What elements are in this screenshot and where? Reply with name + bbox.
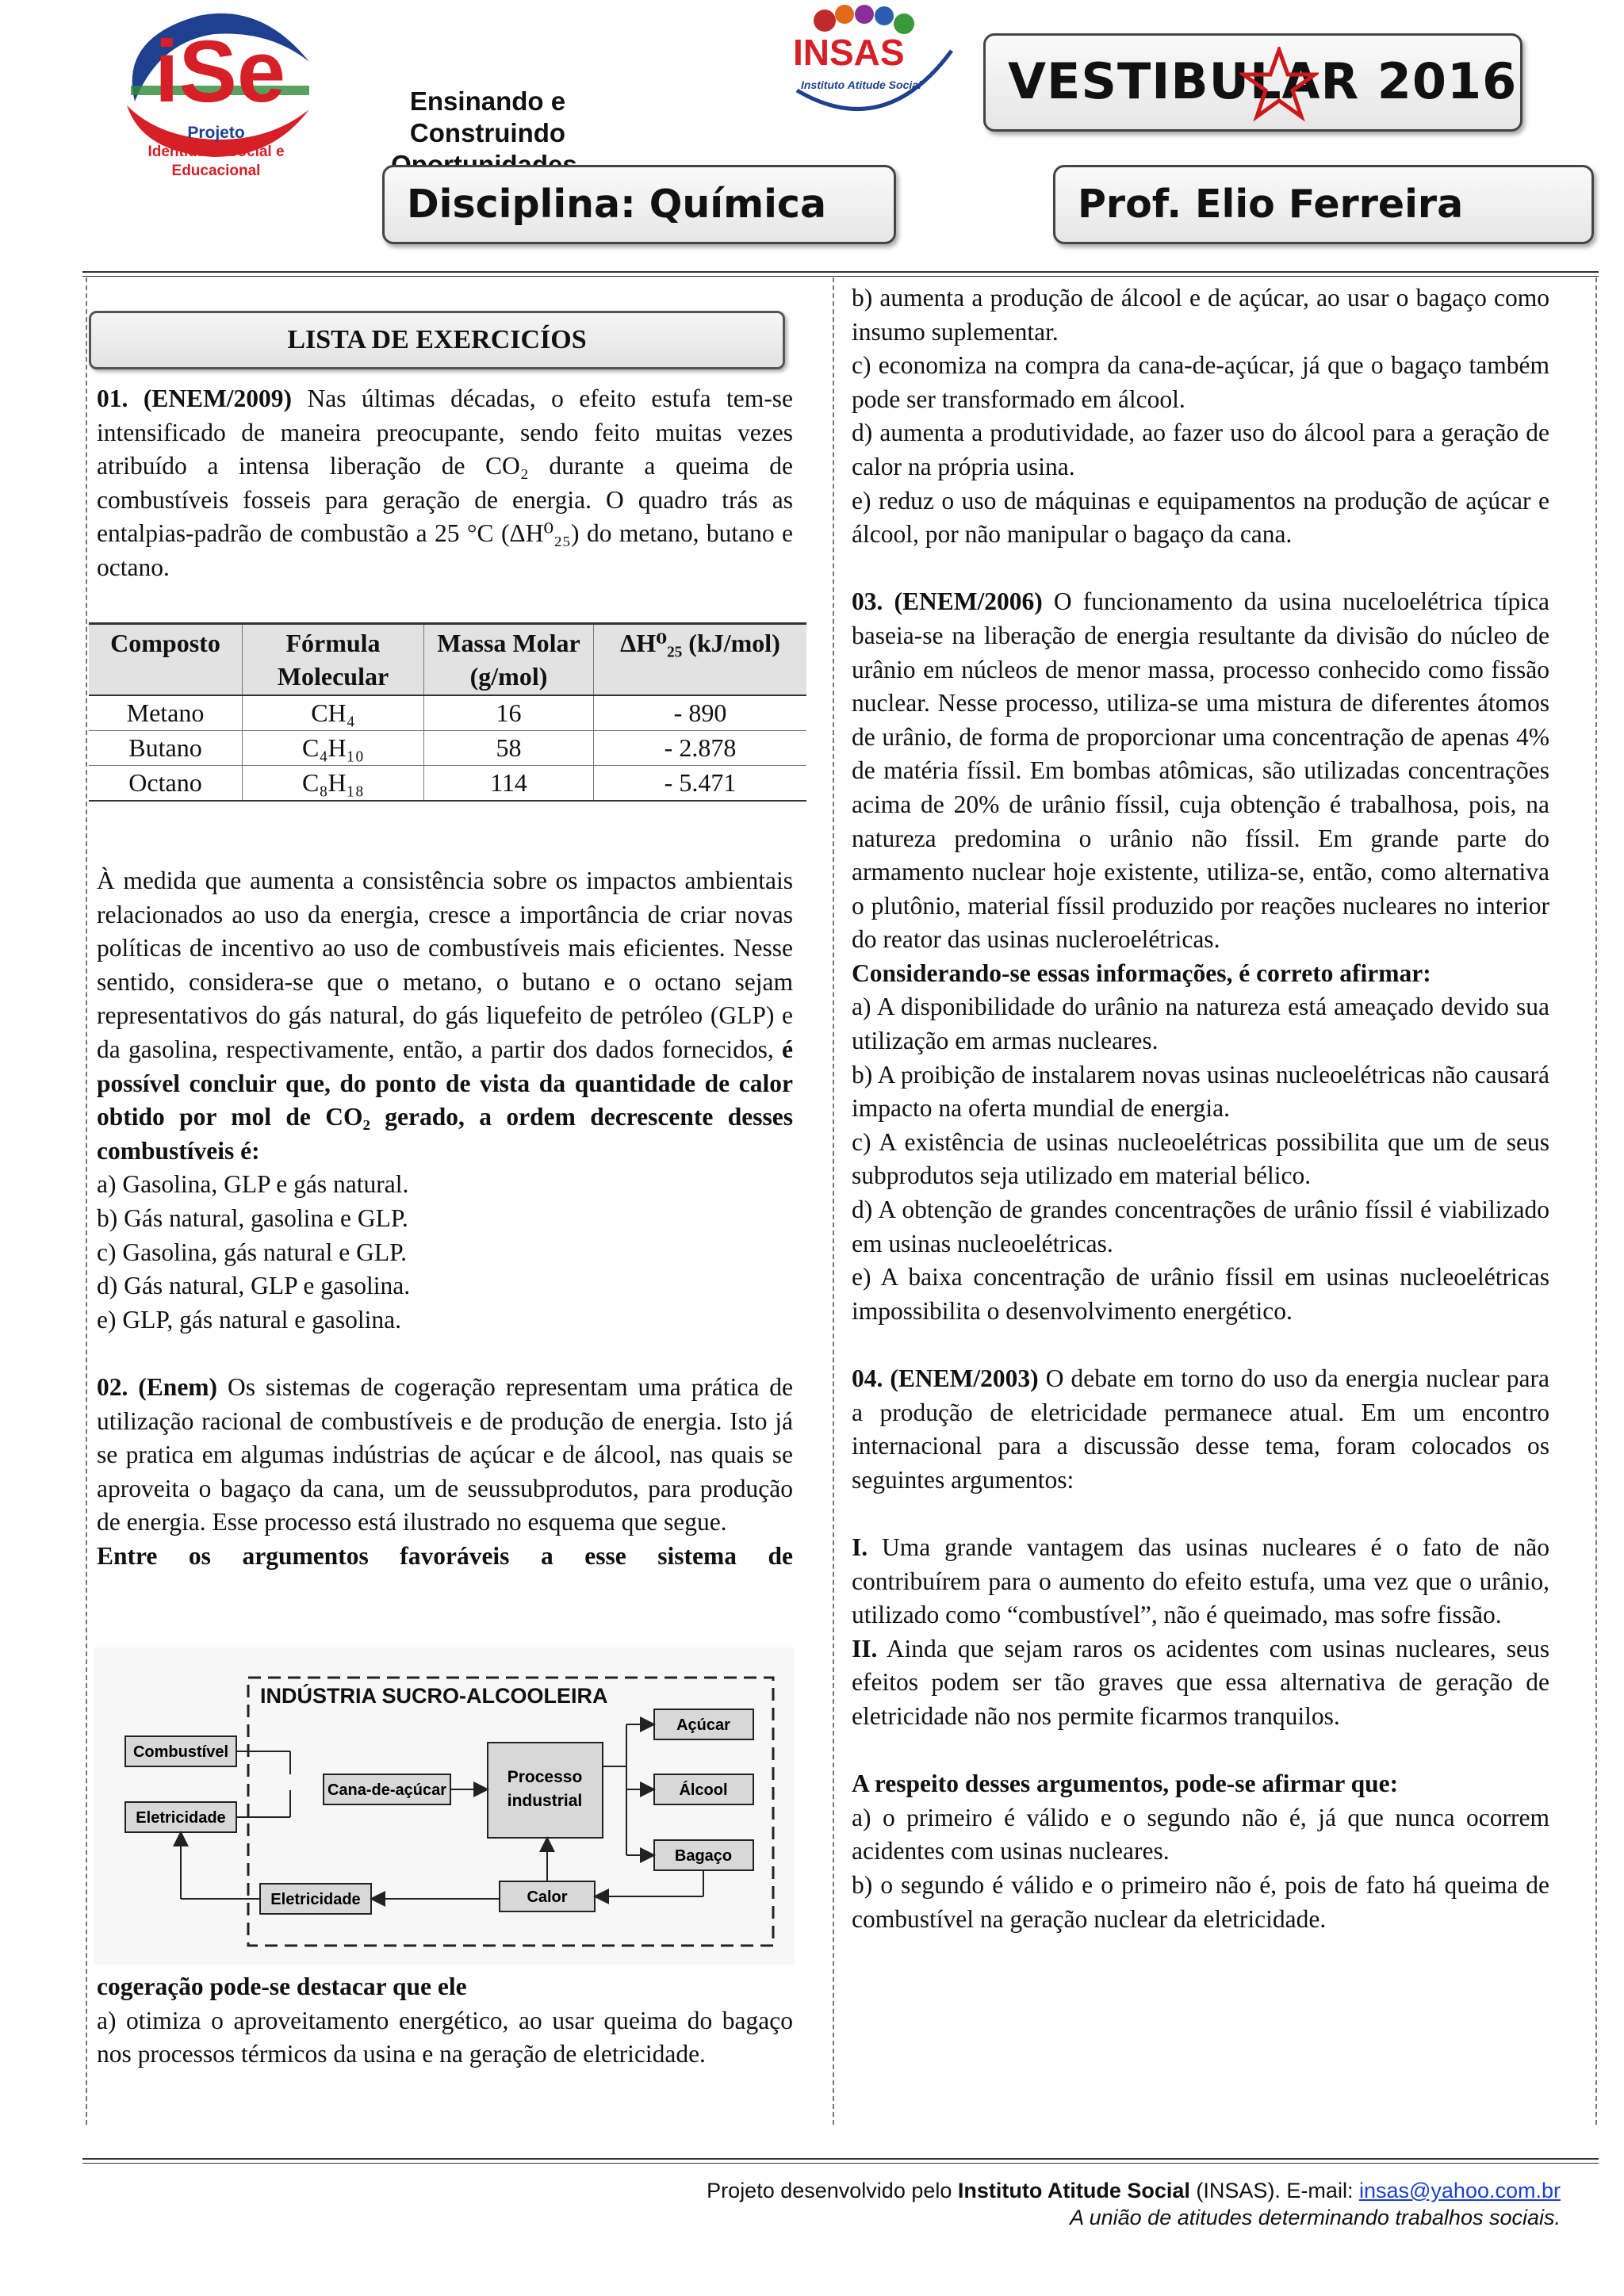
- question-2-continuation: [97, 1970, 793, 2072]
- question-3-number: 03.: [852, 587, 883, 616]
- insas-logo-graphic: [789, 3, 959, 146]
- question-4-text: O debate em torno do uso da energia nuclear para a produção de eletricidade permanece atual. Em um encontro internacional para a discussão desse tema, foram colocados os seguintes argumentos:: [852, 1364, 1549, 1494]
- footer-email-link[interactable]: insas@yahoo.com.br: [1358, 2179, 1561, 2202]
- question-1-intro: [97, 382, 793, 585]
- footer-line-2: A união de atitudes determinando trabalhos sociais.: [1070, 2206, 1561, 2229]
- question-3-option-b: b) A proibição de instalarem novas usinas nucleoelétricas não causará impacto na oferta mundial de energia.: [852, 1060, 1549, 1123]
- question-1-number: 01.: [97, 385, 128, 412]
- svg-text:Processo: Processo: [507, 1768, 583, 1786]
- tagline: Ensinando e Construindo: [409, 86, 566, 147]
- question-4-source: (ENEM/2003): [890, 1364, 1039, 1392]
- table-header-compound: Composto: [89, 624, 243, 696]
- question-1-prompt: é possível concluir que, do ponto de vista da quantidade de calor obtido por mol de CO₂ gerado, a ordem decrescente desses combustíveis é:: [97, 1035, 794, 1165]
- svg-text:Álcool: Álcool: [679, 1781, 728, 1799]
- svg-text:INDÚSTRIA SUCRO-ALCOOLEIRA: INDÚSTRIA SUCRO-ALCOOLEIRA: [260, 1684, 608, 1708]
- question-3-option-c: c) A existência de usinas nucleoelétricas possibilita que um de seus subprodutos seja utilizado em material bélico.: [852, 1127, 1549, 1190]
- ise-logo-caption: [111, 124, 321, 181]
- question-1-text: Nas últimas décadas, o efeito estufa tem-se intensificado de maneira preocupante, sendo feito muitas vezes atribuído a intensa liberação de CO₂ durante a queima de combustíveis fosseis para geração de energia. O quadro trás as entalpias-padrão de combustão a 25 °C (ΔH⁰₂₅) do metano, butano e octano.: [97, 385, 793, 581]
- question-2-option-c: c) economiza na compra da cana-de-açúcar, já que o bagaço também pode ser transformado em álcool.: [852, 351, 1549, 413]
- question-3-option-e: e) A baixa concentração de urânio físsil em usinas nucleoelétricas impossibilita o desenvolvimento energético.: [852, 1263, 1549, 1325]
- svg-text:Combustível: Combustível: [132, 1743, 229, 1761]
- question-1-option-b: b) Gás natural, gasolina e GLP.: [97, 1203, 408, 1232]
- table-cell: 114: [424, 766, 594, 802]
- table-header-row: [89, 624, 806, 696]
- question-3-option-a: a) A disponibilidade do urânio na natureza está ameaçado devido sua utilização em armas nucleares.: [852, 993, 1549, 1055]
- table-cell: Octano: [89, 766, 243, 802]
- question-4-number: 04.: [852, 1364, 883, 1392]
- question-2-source: (Enem): [138, 1372, 218, 1401]
- table-cell: - 890: [594, 695, 807, 731]
- question-3-option-d: d) A obtenção de grandes concentrações de urânio físsil é viabilizado em usinas nucleoelétricas.: [852, 1196, 1549, 1257]
- question-2-prompt-part2: cogeração pode-se destacar que ele: [97, 1973, 467, 2000]
- table-cell: C₄H₁₀: [243, 731, 424, 766]
- table-row: [89, 695, 806, 731]
- table-cell: CH₄: [243, 695, 424, 731]
- svg-text:Calor: Calor: [527, 1888, 568, 1906]
- argument-2-label: II.: [852, 1634, 878, 1663]
- cogeneration-diagram: [94, 1647, 795, 1965]
- professor-box: [1053, 165, 1594, 244]
- table-cell: C₈H₁₈: [243, 766, 424, 802]
- left-dashed-border: [86, 277, 87, 2125]
- question-1-body: [97, 864, 793, 1573]
- question-2-number: 02.: [97, 1372, 128, 1401]
- svg-text:Bagaço: Bagaço: [674, 1847, 733, 1865]
- top-rule: [82, 271, 1599, 277]
- vestibular-title-box: [983, 33, 1522, 132]
- ise-logo-line2: Identidade Social e Educacional: [147, 144, 285, 179]
- question-3-text: O funcionamento da usina nuceloelétrica típica baseia-se na liberação de energia resultante da divisão do núcleo de urânio em núcleos de menor massa, processo conhecido como fissão nuclear. Nesse processo, utiliza-se uma mistura de diferentes átomos de urânio, de forma de proporcionar uma concentração de apenas 4% de matéria físsil. Em bombas atômicas, são utilizadas concentrações acima de 20% de urânio físsil, cuja obtenção é trabalhosa, pois, na natureza predomina o urânio não físsil. Em grande parte do armamento nuclear hoje existente, utiliza-se, então, como alternativa o plutônio, material físsil produzido por reações nucleares no interior do reator das usinas nucleroelétricas.: [852, 587, 1549, 954]
- table-cell: - 2.878: [594, 731, 807, 766]
- table-cell: Metano: [89, 695, 243, 731]
- svg-text:Instituto Atitude Social: Instituto Atitude Social: [801, 78, 921, 91]
- table-cell: - 5.471: [594, 766, 807, 802]
- footer-institute: Instituto Atitude Social: [957, 2179, 1190, 2202]
- question-3-prompt: Considerando-se essas informações, é correto afirmar:: [852, 959, 1431, 987]
- ise-logo: [111, 6, 321, 179]
- list-title: LISTA DE EXERCICÍOS: [89, 311, 785, 369]
- star-stamp-icon: [1239, 47, 1319, 126]
- discipline-label: Disciplina: Química: [407, 182, 827, 227]
- question-4-option-a: a) o primeiro é válido e o segundo não é, já que nunca ocorrem acidentes com usinas nucleares.: [852, 1803, 1549, 1866]
- question-1-option-e: e) GLP, gás natural e gasolina.: [97, 1305, 402, 1334]
- footer-email-label: (INSAS). E-mail:: [1196, 2179, 1354, 2202]
- argument-1-text: Uma grande vantagem das usinas nucleares é o fato de não contribuírem para o aumento do efeito estufa, uma vez que o urânio, utilizado como “combustível”, não é queimado, mas sofre fissão.: [852, 1533, 1549, 1629]
- insas-logo: [789, 3, 959, 146]
- footer-rule: [82, 2158, 1599, 2164]
- svg-text:Cana-de-açúcar: Cana-de-açúcar: [327, 1781, 447, 1799]
- question-2-text: Os sistemas de cogeração representam uma prática de utilização racional de combustíveis e de produção de energia. Isto já se pratica em algumas indústrias de açúcar e de álcool, nas quais se aproveita o bagaço da cana, um de seussubprodutos, para produção de energia. Esse processo está ilustrado no esquema que segue.: [97, 1372, 794, 1536]
- question-1-context: À medida que aumenta a consistência sobre os impactos ambientais relacionados ao uso da energia, cresce a importância de criar novas políticas de incentivo ao uso de combustíveis mais eficientes. Nesse sentido, considera-se que o metano, o butano e o octano sejam representativos do gás natural, do gás liquefeito de petróleo (GLP) e da gasolina, respectivamente, então, a partir dos dados fornecidos,: [97, 867, 793, 1063]
- question-4-prompt: A respeito desses argumentos, pode-se afirmar que:: [852, 1770, 1399, 1798]
- enthalpy-table: [89, 622, 806, 802]
- table-cell: 16: [424, 695, 594, 731]
- table-cell: Butano: [89, 731, 243, 766]
- ise-logo-line1: Projeto: [187, 124, 245, 142]
- table-header-formula: Fórmula Molecular: [243, 624, 424, 696]
- question-1-source: (ENEM/2009): [143, 385, 293, 412]
- table-row: [89, 731, 806, 766]
- svg-text:iSe: iSe: [155, 23, 286, 121]
- argument-1-label: I.: [852, 1533, 868, 1561]
- question-2-option-a: a) otimiza o aproveitamento energético, ao usar queima do bagaço nos processos térmicos da usina e na geração de eletricidade.: [97, 2006, 793, 2068]
- svg-text:Açúcar: Açúcar: [676, 1716, 730, 1734]
- question-3-source: (ENEM/2006): [894, 587, 1043, 616]
- professor-label: Prof. Elio Ferreira: [1078, 182, 1464, 227]
- right-column: [852, 281, 1549, 1936]
- question-1-option-c: c) Gasolina, gás natural e GLP.: [97, 1238, 408, 1266]
- question-4-option-b: b) o segundo é válido e o primeiro não é, pois de fato há queima de combustível na geração nuclear da eletricidade.: [852, 1870, 1549, 1933]
- footer-line-1: [707, 2179, 1561, 2203]
- discipline-box: [382, 165, 896, 244]
- question-1-option-d: d) Gás natural, GLP e gasolina.: [97, 1272, 411, 1300]
- question-2-option-e: e) reduz o uso de máquinas e equipamentos na produção de açúcar e álcool, por não manipular o bagaço da cana.: [852, 486, 1549, 549]
- table-row: [89, 766, 806, 802]
- table-header-enthalpy: ΔH⁰₂₅ (kJ/mol): [594, 624, 807, 696]
- table-header-molar-mass: Massa Molar (g/mol): [424, 624, 594, 696]
- vestibular-title: VESTIBULAR 2016: [1008, 52, 1518, 110]
- cogeneration-diagram-graphic: [94, 1647, 795, 1965]
- table-cell: 58: [424, 731, 594, 766]
- footer-prefix: Projeto desenvolvido pelo: [707, 2179, 952, 2202]
- svg-text:Eletricidade: Eletricidade: [136, 1809, 226, 1827]
- argument-2-text: Ainda que sejam raros os acidentes com usinas nucleares, seus efeitos podem ser tão graves que essa alternativa de geração de eletricidade não nos permite ficarmos tranquilos.: [852, 1634, 1549, 1730]
- question-1-option-a: a) Gasolina, GLP e gás natural.: [97, 1170, 409, 1199]
- svg-text:Eletricidade: Eletricidade: [270, 1891, 361, 1908]
- question-2-prompt-part1: Entre os argumentos favoráveis a esse sistema de: [97, 1541, 793, 1570]
- right-dashed-border: [1595, 277, 1597, 2125]
- center-dashed-divider: [833, 277, 834, 2125]
- svg-text:INSAS: INSAS: [793, 32, 905, 73]
- question-2-option-b: b) aumenta a produção de álcool e de açúcar, ao usar o bagaço como insumo suplementar.: [852, 284, 1549, 346]
- svg-text:industrial: industrial: [507, 1792, 583, 1810]
- question-2-option-d: d) aumenta a produtividade, ao fazer uso do álcool para a geração de calor na própria usina.: [852, 419, 1549, 480]
